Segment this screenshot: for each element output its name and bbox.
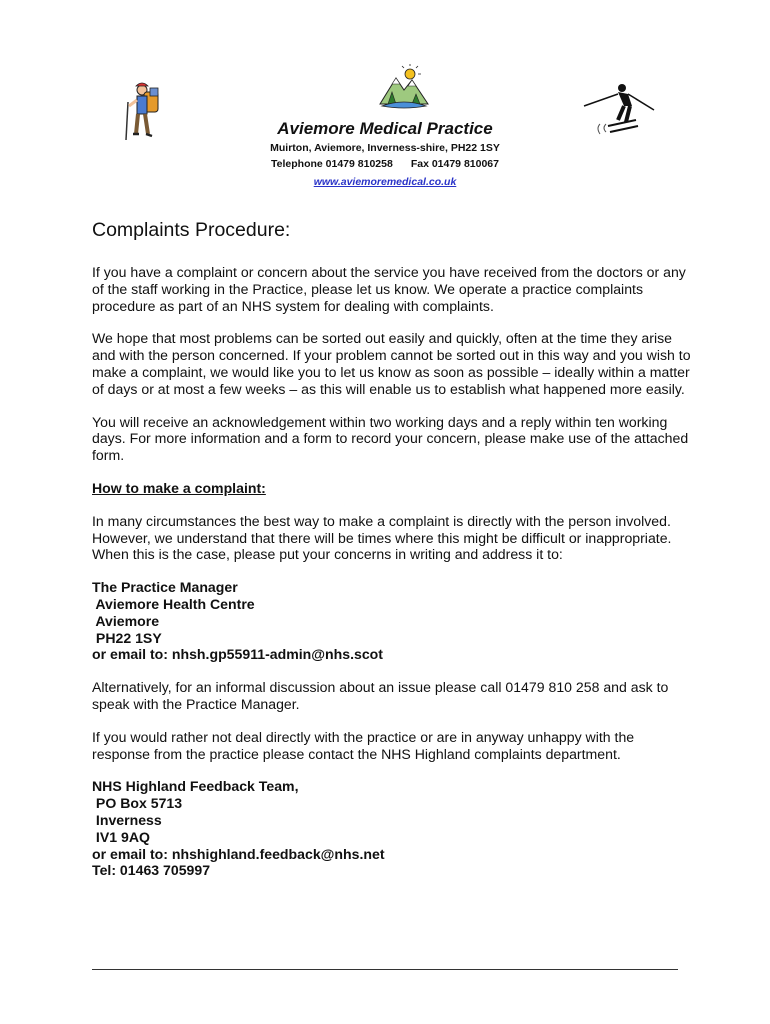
practice-email: or email to: nhsh.gp55911-admin@nhs.scot bbox=[92, 646, 383, 663]
nhs-email: or email to: nhshighland.feedback@nhs.net bbox=[92, 845, 385, 862]
practice-address: Muirton, Aviemore, Inverness-shire, PH22 1SY bbox=[270, 142, 500, 154]
address-line: PH22 1SY bbox=[92, 629, 162, 646]
telephone-number: Telephone 01479 810258 bbox=[271, 158, 393, 170]
address-line: IV1 9AQ bbox=[92, 828, 150, 845]
footer-divider bbox=[92, 969, 678, 970]
mountain-logo-icon bbox=[378, 64, 430, 110]
address-line: Inverness bbox=[92, 811, 162, 828]
paragraph-intro: If you have a complaint or concern about the service you have received from the doctors or any of the staff working in the Practice, please let us know. We operate a practice complaints procedure as part of an NHS system for dealing with complaints. bbox=[92, 264, 686, 314]
address-line: PO Box 5713 bbox=[92, 795, 183, 812]
practice-manager-address bbox=[92, 579, 692, 663]
paragraph-resolution: We hope that most problems can be sorted out easily and quickly, often at the time they arise and with the person concerned. If your problem cannot be sorted out in this way and you wish to make a complaint, we would like you to let us know as soon as possible – ideally within a matter of days or at most a few weeks – as this will enable us to establish what happened more easily. bbox=[92, 330, 691, 397]
paragraph-acknowledgement: You will receive an acknowledgement within two working days and a reply within ten working days. For more information and a form to record your concern, please make use of the attached form. bbox=[92, 413, 689, 464]
nhs-telephone: Tel: 01463 705997 bbox=[92, 862, 211, 879]
page-title: Complaints Procedure: bbox=[92, 219, 291, 241]
paragraph-informal: Alternatively, for an informal discussion about an issue please call 01479 810 258 and ask to speak with the Practice Manager. bbox=[92, 679, 669, 712]
how-to-complain-heading: How to make a complaint: bbox=[92, 479, 266, 496]
skier-icon bbox=[582, 76, 660, 136]
letterhead bbox=[200, 118, 570, 190]
paragraph-how-to: In many circumstances the best way to make a complaint is directly with the person involved. However, we understand that there will be times where this might be difficult or inappropriate. When this is the case, please put your concerns in writing and address it to: bbox=[92, 512, 672, 563]
nhs-highland-address bbox=[92, 778, 692, 879]
paragraph-nhs-highland: If you would rather not deal directly with the practice or are in anyway unhappy with the response from the practice please contact the NHS Highland complaints department. bbox=[92, 728, 635, 762]
address-line: NHS Highland Feedback Team, bbox=[92, 778, 299, 795]
website-link[interactable]: www.aviemoremedical.co.uk bbox=[313, 176, 457, 188]
contact-line bbox=[200, 156, 570, 172]
address-line: Aviemore bbox=[92, 612, 160, 629]
hiker-icon bbox=[120, 80, 166, 142]
practice-name: Aviemore Medical Practice bbox=[277, 119, 493, 138]
document-body bbox=[92, 218, 692, 895]
fax-number: Fax 01479 810067 bbox=[410, 158, 499, 170]
address-line: Aviemore Health Centre bbox=[92, 595, 255, 612]
address-line: The Practice Manager bbox=[92, 579, 238, 596]
